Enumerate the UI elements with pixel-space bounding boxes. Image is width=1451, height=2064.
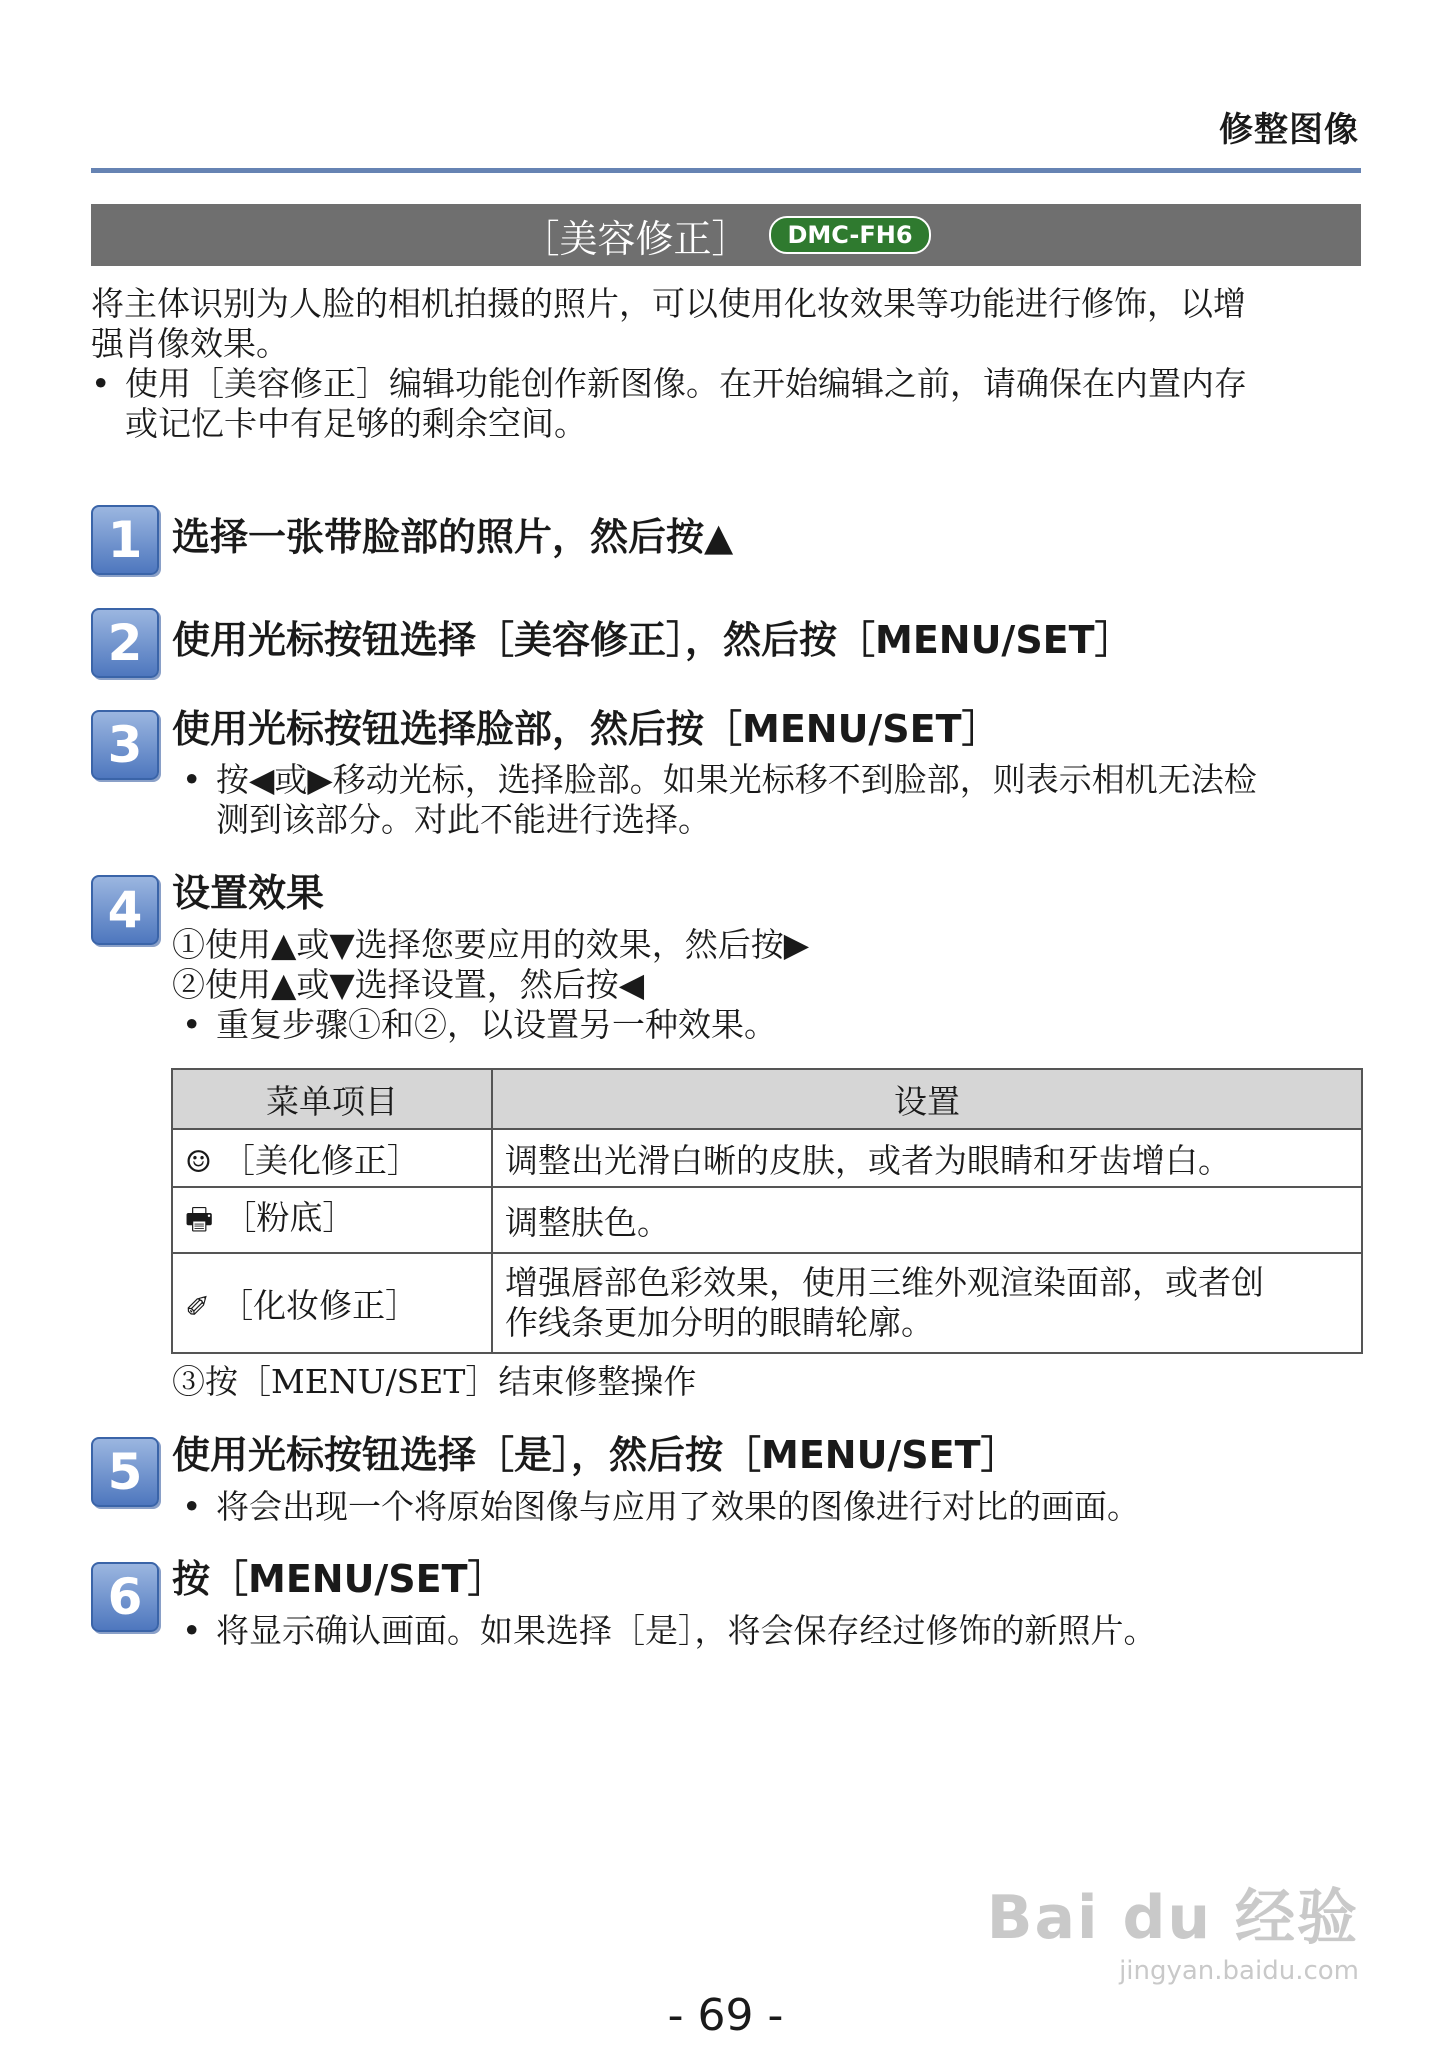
substep: ③按［MENU/SET］结束修整操作 (172, 1362, 697, 1401)
table-header-cell: 菜单项目 (172, 1069, 492, 1129)
smile-face-icon: ☺ (185, 1144, 212, 1180)
eye-makeup-icon: ✐ (185, 1289, 211, 1325)
intro-line: 将主体识别为人脸的相机拍摄的照片，可以使用化妆效果等功能进行修饰，以增 (91, 284, 1246, 323)
step-number-badge: 1 (91, 505, 159, 575)
intro-paragraph (91, 284, 1361, 444)
effects-table (171, 1068, 1363, 1354)
intro-bullet: • 使用［美容修正］编辑功能创作新图像。在开始编辑之前，请确保在内置内存 (91, 364, 1247, 403)
menu-item-cell: 🖶 ［粉底］ (172, 1187, 492, 1253)
substep: ②使用▲或▼选择设置，然后按◀ (172, 965, 645, 1004)
watermark-url: jingyan.baidu.com (1119, 1956, 1359, 1986)
step-note: • 将显示确认画面。如果选择［是］，将会保存经过修饰的新照片。 (182, 1611, 1157, 1650)
section-title: ［美容修正］ (521, 216, 750, 261)
step-title: 使用光标按钮选择［是］，然后按［MENU/SET］ (172, 1433, 1019, 1477)
step-number-badge: 6 (91, 1562, 159, 1632)
substep: ①使用▲或▼选择您要应用的效果，然后按▶ (172, 925, 810, 964)
page-header-title: 修整图像 (1219, 110, 1359, 150)
model-badge: DMC-FH6 (769, 216, 930, 254)
table-row (172, 1129, 1362, 1187)
step-note: • 重复步骤①和②，以设置另一种效果。 (182, 1005, 777, 1044)
page-number: - 69 - (667, 1990, 784, 2041)
step-title: 使用光标按钮选择［美容修正］，然后按［MENU/SET］ (172, 618, 1133, 662)
setting-cell: 增强唇部色彩效果，使用三维外观渲染面部，或者创 作线条更加分明的眼睛轮廓。 (492, 1253, 1362, 1353)
watermark-logo: Bai du 经验 (986, 1883, 1359, 1953)
step-note: • 按◀或▶移动光标，选择脸部。如果光标移不到脸部，则表示相机无法检 测到该部分。对此不能进行选择。 (182, 760, 1257, 839)
intro-line: 强肖像效果。 (91, 324, 289, 363)
header-divider (91, 168, 1361, 173)
setting-cell: 调整肤色。 (492, 1187, 1362, 1253)
watermark (987, 1870, 1359, 1986)
table-header-cell: 设置 (492, 1069, 1362, 1129)
step-number-badge: 2 (91, 608, 159, 678)
step-number-badge: 4 (91, 875, 159, 945)
step-title: 使用光标按钮选择脸部，然后按［MENU/SET］ (172, 707, 1000, 751)
powder-puff-icon: 🖶 (185, 1202, 214, 1237)
table-header-row (172, 1069, 1362, 1129)
section-title-bar (91, 204, 1361, 266)
step-title: 选择一张带脸部的照片，然后按▲ (172, 515, 734, 559)
step-substeps (172, 925, 809, 1045)
step-title: 按［MENU/SET］ (172, 1557, 506, 1601)
step-number-badge: 5 (91, 1437, 159, 1507)
step-note: • 将会出现一个将原始图像与应用了效果的图像进行对比的画面。 (182, 1487, 1140, 1526)
menu-item-cell: ✐ ［化妆修正］ (172, 1253, 492, 1353)
intro-bullet-continued: 或记忆卡中有足够的剩余空间。 (125, 404, 587, 443)
table-row (172, 1253, 1362, 1353)
step-number-badge: 3 (91, 710, 159, 780)
menu-item-cell: ☺ ［美化修正］ (172, 1129, 492, 1187)
setting-cell: 调整出光滑白晰的皮肤，或者为眼睛和牙齿增白。 (492, 1129, 1362, 1187)
table-row (172, 1187, 1362, 1253)
step-title: 设置效果 (172, 871, 325, 915)
